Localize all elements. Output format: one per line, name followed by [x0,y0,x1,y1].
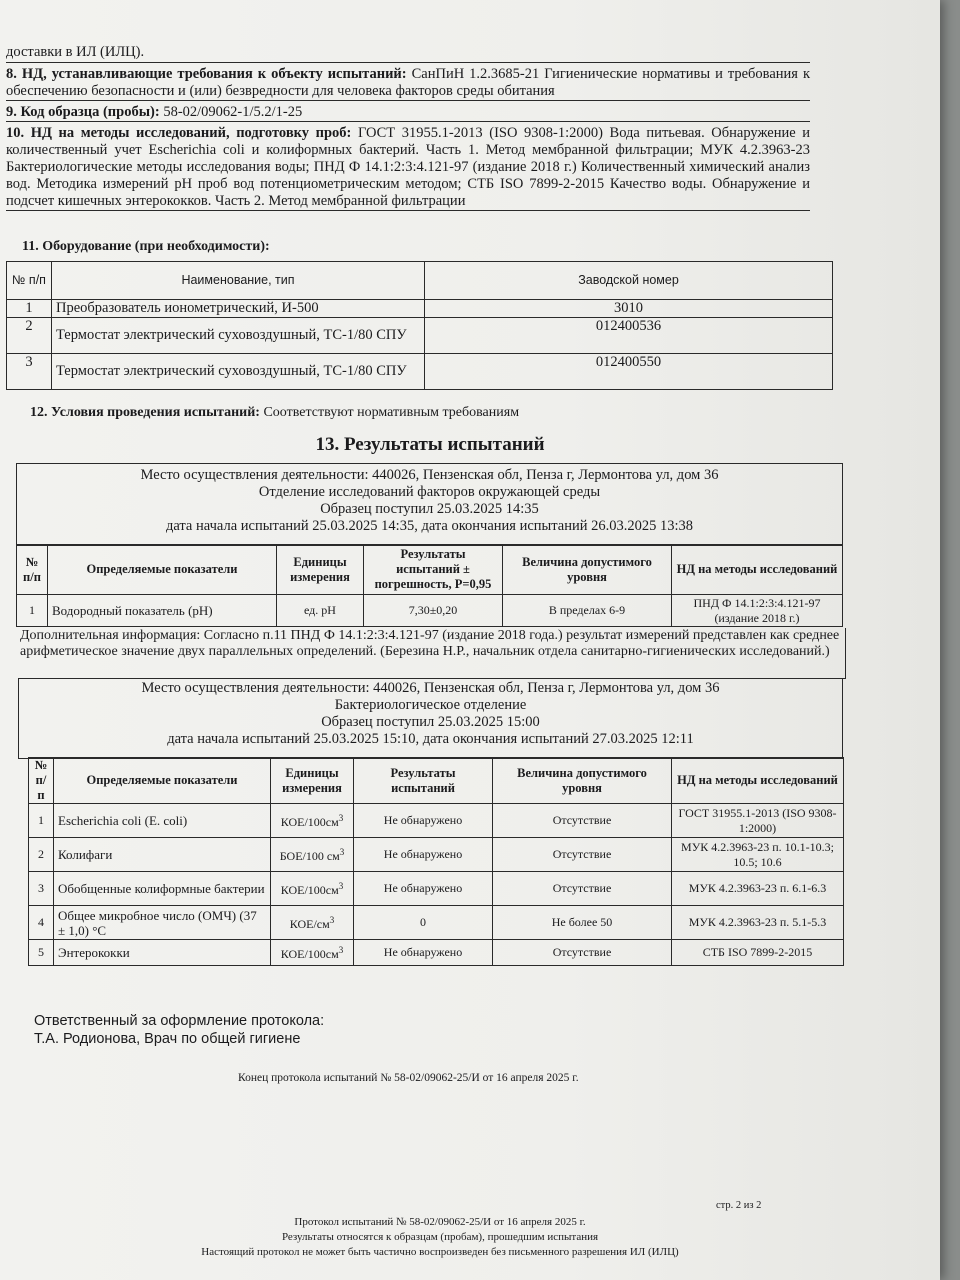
unit-text: КОЕ/см [289,917,330,931]
row-number: 1 [17,595,48,627]
equipment-name: Преобразователь ионометрический, И-500 [52,300,425,318]
result-value: 0 [354,906,493,940]
equipment-name: Термостат электрический суховоздушный, ТС-1/80 СПУ [52,354,425,390]
col-unit: Единицы измерения [277,545,364,595]
unit-text: КОЕ/100см [280,947,339,961]
table-row [17,595,843,627]
limit-value: Отсутствие [493,838,672,872]
block1-header [16,463,843,546]
equipment-name: Термостат электрический суховоздушный, ТС-1/80 СПУ [52,318,425,354]
result-value: Не обнаружено [354,940,493,966]
line-top: доставки в ИЛ (ИЛЦ). [6,44,145,60]
section-10 [6,125,810,211]
section-10-label: 10. НД на методы исследований, подготовку проб: [6,125,352,141]
col-number: № п/п [7,262,52,300]
unit [271,838,354,872]
section-9-label: 9. Код образца (пробы): [6,104,160,120]
limit-value: Отсутствие [493,804,672,838]
block1-header-row [17,545,843,595]
row-number: 2 [29,838,54,872]
result-value: 7,30±0,20 [364,595,503,627]
unit: ед. pH [277,595,364,627]
col-method: НД на методы исследований [672,545,843,595]
col-name: Наименование, тип [52,262,425,300]
block1-received: Образец поступил 25.03.2025 14:35 [320,501,539,517]
unit-exponent: 3 [338,945,344,955]
result-value: Не обнаружено [354,872,493,906]
table-row [29,940,844,966]
block2-table [28,757,844,966]
method: ГОСТ 31955.1-2013 (ISO 9308-1:2000) [672,804,844,838]
block1-dept: Отделение исследований факторов окружающей среды [258,484,601,500]
col-unit: Единицы измерения [271,758,354,804]
method: ПНД Ф 14.1:2:3:4.121-97 (издание 2018 г.) [672,595,843,627]
unit [271,940,354,966]
unit-exponent: 3 [339,847,345,857]
footer-line-1: Протокол испытаний № 58-02/09062-25/И от 16 апреля 2025 г. [294,1216,586,1228]
section-8 [6,66,810,101]
col-parameter: Определяемые показатели [54,758,271,804]
row-number: 2 [7,318,52,354]
col-result: Результаты испытаний [354,758,493,804]
limit-value: Отсутствие [493,872,672,906]
col-limit: Величина допустимого уровня [503,545,672,595]
divider [6,62,810,63]
section-9-text: 58-02/09062-1/5.2/1-25 [159,104,303,120]
limit-value: Не более 50 [493,906,672,940]
table-row [29,804,844,838]
section-11-label: 11. Оборудование (при необходимости): [22,239,270,254]
equipment-serial: 012400550 [425,354,833,390]
section-8-label: 8. НД, устанавливающие требования к объекту испытаний: [6,66,407,82]
block2-header-row [29,758,844,804]
block2-received: Образец поступил 25.03.2025 15:00 [321,714,540,730]
unit-exponent: 3 [338,813,344,823]
method: СТБ ISO 7899-2-2015 [672,940,844,966]
block1-dates: дата начала испытаний 25.03.2025 14:35, дата окончания испытаний 26.03.2025 13:38 [165,518,694,534]
results-title: 13. Результаты испытаний [315,434,545,455]
parameter-name: Колифаги [54,838,271,872]
col-limit: Величина допустимого уровня [493,758,672,804]
protocol-end: Конец протокола испытаний № 58-02/09062-25/И от 16 апреля 2025 г. [238,1072,579,1084]
col-parameter: Определяемые показатели [48,545,277,595]
parameter-name: Обобщенные колиформные бактерии [54,872,271,906]
col-result: Результаты испытаний ± погрешность, P=0,95 [364,545,503,595]
unit [271,804,354,838]
row-number: 3 [29,872,54,906]
unit-text: КОЕ/100см [280,815,339,829]
limit-value: В пределах 6-9 [503,595,672,627]
signature-line-1: Ответственный за оформление протокола: [34,1013,325,1029]
section-9 [6,104,810,122]
row-number: 5 [29,940,54,966]
table-row [7,300,833,318]
table-row [29,838,844,872]
row-number: 1 [7,300,52,318]
table-row [7,318,833,354]
equipment-serial: 3010 [425,300,833,318]
table-row [7,354,833,390]
unit [271,906,354,940]
block2-header [18,678,843,759]
parameter-name: Общее микробное число (ОМЧ) (37 ± 1,0) °С [54,906,271,940]
table-row [29,906,844,940]
parameter-name: Escherichia coli (E. coli) [54,804,271,838]
unit-text: БОЕ/100 см [279,849,340,863]
block2-dates: дата начала испытаний 25.03.2025 15:10, дата окончания испытаний 27.03.2025 12:11 [167,731,694,747]
equipment-serial: 012400536 [425,318,833,354]
block1-table [16,544,843,627]
additional-info: Дополнительная информация: Согласно п.11 ПНД Ф 14.1:2:3:4.121-97 (издание 2018 года.) результат измерений представлен как среднее арифметическое значение двух параллельных определений. (Березина Н.Р., начальник отдела санитарно-гигиенических исследований.) [18,628,846,679]
col-serial: Заводской номер [425,262,833,300]
row-number: 1 [29,804,54,838]
method: МУК 4.2.3963-23 п. 5.1-5.3 [672,906,844,940]
row-number: 3 [7,354,52,390]
block2-place: Место осуществления деятельности: 440026, Пензенская обл, Пенза г, Лермонтова ул, дом 36 [141,680,720,696]
section-8-text: СанПиН 1.2.3685-21 Гигиенические нормативы и требования к обеспечению безопасности и (или) безвредности для человека факторов среды обитания [6,66,810,99]
parameter-name: Энтерококки [54,940,271,966]
result-value: Не обнаружено [354,804,493,838]
section-12-label: 12. Условия проведения испытаний: [30,405,260,420]
page-number: стр. 2 из 2 [716,1200,762,1211]
col-number: № п/п [17,545,48,595]
section-12-text: Соответствуют нормативным требованиям [259,405,520,420]
equipment-table [6,261,833,390]
section-10-text: ГОСТ 31955.1-2013 (ISO 9308-1:2000) Вода питьевая. Обнаружение и количественный учет Escherichia coli и колиформных бактерий. Часть 1. Метод мембранной фильтрации; МУК 4.2.3963-23 Бактериологические методы исследования воды; ПНД Ф 14.1:2:3:4.121-97 (издание 2018 г.) Количественный химический анализ вод. Методика измерений рН проб вод потенциометрическим методом; СТБ ISO 7899-2-2015 Качество воды. Обнаружение и подсчет кишечных энтерококков. Часть 2. Метод мембранной фильтрации [6,125,811,209]
unit-text: КОЕ/100см [280,883,339,897]
col-number: № п/п [29,758,54,804]
row-number: 4 [29,906,54,940]
result-value: Не обнаружено [354,838,493,872]
unit-exponent: 3 [338,881,344,891]
footer-line-3: Настоящий протокол не может быть частично воспроизведен без письменного разрешения ИЛ (ИЛЦ) [201,1246,679,1258]
block2-dept: Бактериологическое отделение [334,697,527,713]
equipment-header-row [7,262,833,300]
signature-block [34,1012,324,1048]
parameter-name: Водородный показатель (рН) [48,595,277,627]
section-12 [30,405,519,421]
footer-line-2: Результаты относятся к образцам (пробам), прошедшим испытания [281,1231,599,1243]
signature-line-2: Т.А. Родионова, Врач по общей гигиене [34,1031,301,1047]
col-method: НД на методы исследований [672,758,844,804]
unit-exponent: 3 [329,915,335,925]
unit [271,872,354,906]
block1-place: Место осуществления деятельности: 440026, Пензенская обл, Пенза г, Лермонтова ул, дом 36 [140,467,719,483]
method: МУК 4.2.3963-23 п. 6.1-6.3 [672,872,844,906]
limit-value: Отсутствие [493,940,672,966]
method: МУК 4.2.3963-23 п. 10.1-10.3; 10.5; 10.6 [672,838,844,872]
table-row [29,872,844,906]
